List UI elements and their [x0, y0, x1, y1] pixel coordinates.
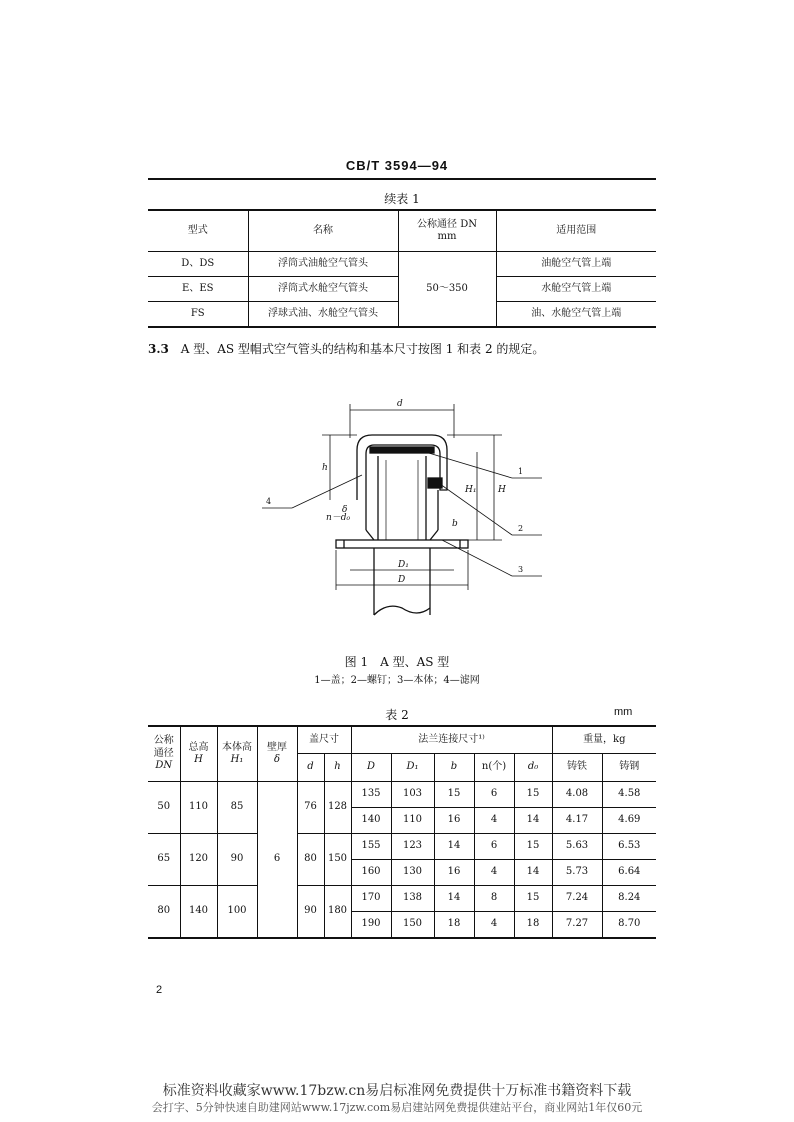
label-d: d [397, 399, 403, 409]
t2-steel: 6.53 [602, 834, 656, 860]
figure1-caption: 图 1 A 型、AS 型 [344, 655, 450, 669]
t2-header-H1-sym: H₁ [230, 754, 244, 765]
t2-header-weight: 重量，kg [552, 726, 656, 754]
t2-cap-d: 80 [297, 834, 324, 886]
t2-H: 140 [180, 886, 217, 939]
t2-d0: 15 [514, 782, 552, 808]
t2-D: 160 [351, 860, 391, 886]
t1-row2-name: 浮筒式水舱空气管头 [248, 277, 398, 302]
t2-cap-h: 128 [324, 782, 351, 834]
t2-header-w-steel: 铸钢 [602, 754, 656, 782]
t2-H: 110 [180, 782, 217, 834]
t1-row1-scope: 油舱空气管上端 [496, 252, 656, 277]
label-b: b [452, 519, 458, 529]
label-H1: H₁ [465, 485, 477, 495]
t2-steel: 6.64 [602, 860, 656, 886]
t2-n: 4 [474, 912, 514, 939]
t2-cap-d: 76 [297, 782, 324, 834]
t2-header-wall [257, 726, 297, 782]
t2-iron: 7.24 [552, 886, 602, 912]
table1-caption: 续表 1 [384, 192, 420, 206]
t1-header-type: 型式 [148, 210, 248, 252]
figure1-legend: 1—盖；2—螺钉；3—本体；4—滤网 [314, 675, 480, 686]
t2-D1: 150 [391, 912, 434, 939]
t2-header-H1-label: 本体高 [222, 741, 252, 753]
label-delta: δ [342, 505, 348, 515]
t2-b: 15 [434, 782, 474, 808]
t2-H: 120 [180, 834, 217, 886]
t2-steel: 8.70 [602, 912, 656, 939]
footer-line-1: 标准资料收藏家www.17bzw.cn易启标准网免费提供十万标准书籍资料下载 [162, 1083, 632, 1099]
section-number: 3.3 [148, 342, 169, 356]
callout-2: 2 [518, 524, 524, 533]
callout-4: 4 [266, 497, 272, 506]
t2-header-dn-sym: DN [155, 760, 173, 772]
label-H: H [498, 485, 506, 495]
t2-cap-d: 90 [297, 886, 324, 939]
page-number: 2 [156, 984, 163, 996]
t2-header-fl-D: D [351, 754, 391, 782]
t2-dn: 50 [148, 782, 180, 834]
t2-header-cap: 盖尺寸 [297, 726, 351, 754]
t2-dn: 65 [148, 834, 180, 886]
t2-n: 8 [474, 886, 514, 912]
t2-H1: 85 [217, 782, 257, 834]
t1-row2-type: E、ES [148, 277, 248, 302]
t2-D1: 110 [391, 808, 434, 834]
t2-iron: 4.17 [552, 808, 602, 834]
t2-steel: 8.24 [602, 886, 656, 912]
label-nd0: n－d₀ [326, 513, 351, 523]
section-3-3 [148, 340, 544, 357]
t2-header-wall-sym: δ [273, 754, 281, 765]
t2-d0: 14 [514, 808, 552, 834]
t2-D1: 130 [391, 860, 434, 886]
footer-line-2: 会打字、5分钟快速自助建网站www.17jzw.com易启建站网免费提供建站平台，商业网站1年仅60元 [151, 1101, 643, 1114]
figure1-drawing [262, 390, 552, 650]
t2-header-H1 [217, 726, 257, 782]
standard-number: CB/T 3594—94 [345, 158, 449, 173]
t2-D1: 138 [391, 886, 434, 912]
t2-header-cap-d: d [297, 754, 324, 782]
table2 [148, 725, 656, 939]
t2-b: 16 [434, 860, 474, 886]
t2-header-fl-d0: d₀ [514, 754, 552, 782]
t2-n: 6 [474, 782, 514, 808]
t2-H1: 90 [217, 834, 257, 886]
t2-d0: 18 [514, 912, 552, 939]
t2-b: 14 [434, 886, 474, 912]
t2-header-flange: 法兰连接尺寸¹⁾ [351, 726, 552, 754]
t2-D: 155 [351, 834, 391, 860]
table2-unit: mm [614, 706, 633, 718]
t2-H1: 100 [217, 886, 257, 939]
t2-d0: 15 [514, 834, 552, 860]
t2-cap-h: 150 [324, 834, 351, 886]
t2-D: 170 [351, 886, 391, 912]
t2-d0: 14 [514, 860, 552, 886]
callout-3: 3 [518, 565, 524, 574]
label-D: D [398, 575, 406, 585]
t2-header-fl-b: b [434, 754, 474, 782]
t1-dn-range: 50～350 [398, 252, 496, 328]
t2-header-wall-label: 壁厚 [267, 741, 287, 753]
t1-header-dn [398, 210, 496, 252]
label-h: h [322, 463, 328, 473]
t2-delta: 6 [257, 782, 297, 939]
t1-row1-name: 浮筒式油舱空气管头 [248, 252, 398, 277]
t1-row2-scope: 水舱空气管上端 [496, 277, 656, 302]
t2-header-w-iron: 铸铁 [552, 754, 602, 782]
t2-cap-h: 180 [324, 886, 351, 939]
t2-header-dn-label: 公称通径 [153, 735, 174, 759]
t2-steel: 4.69 [602, 808, 656, 834]
t2-header-fl-D1: D₁ [391, 754, 434, 782]
t2-D1: 103 [391, 782, 434, 808]
t1-row3-type: FS [148, 302, 248, 328]
t1-header-name: 名称 [248, 210, 398, 252]
t2-dn: 80 [148, 886, 180, 939]
t2-header-H-label: 总高 [188, 741, 209, 753]
header-rule [148, 178, 656, 180]
t2-n: 6 [474, 834, 514, 860]
t1-row3-name: 浮球式油、水舱空气管头 [248, 302, 398, 328]
t2-n: 4 [474, 808, 514, 834]
t2-D1: 123 [391, 834, 434, 860]
t2-D: 135 [351, 782, 391, 808]
t1-row3-scope: 油、水舱空气管上端 [496, 302, 656, 328]
label-D1: D₁ [398, 560, 409, 570]
t2-iron: 4.08 [552, 782, 602, 808]
t2-header-fl-n: n(个) [474, 754, 514, 782]
t2-b: 18 [434, 912, 474, 939]
t1-row1-type: D、DS [148, 252, 248, 277]
t2-iron: 7.27 [552, 912, 602, 939]
t2-steel: 4.58 [602, 782, 656, 808]
t1-header-dn-unit: mm [437, 231, 457, 242]
t2-iron: 5.63 [552, 834, 602, 860]
t2-b: 16 [434, 808, 474, 834]
section-text: A 型、AS 型帽式空气管头的结构和基本尺寸按图 1 和表 2 的规定。 [180, 342, 545, 356]
t1-header-dn-label: 公称通径 DN [417, 218, 477, 230]
t2-header-dn [148, 726, 180, 782]
callout-1: 1 [518, 467, 524, 476]
t2-iron: 5.73 [552, 860, 602, 886]
t2-header-H [180, 726, 217, 782]
t2-D: 140 [351, 808, 391, 834]
t2-b: 14 [434, 834, 474, 860]
t2-D: 190 [351, 912, 391, 939]
t2-n: 4 [474, 860, 514, 886]
t2-d0: 15 [514, 886, 552, 912]
t2-header-cap-h: h [324, 754, 351, 782]
table1 [148, 209, 656, 328]
t1-header-scope: 适用范围 [496, 210, 656, 252]
t2-header-H-sym: H [194, 754, 203, 765]
table2-title: 表 2 [385, 708, 409, 722]
